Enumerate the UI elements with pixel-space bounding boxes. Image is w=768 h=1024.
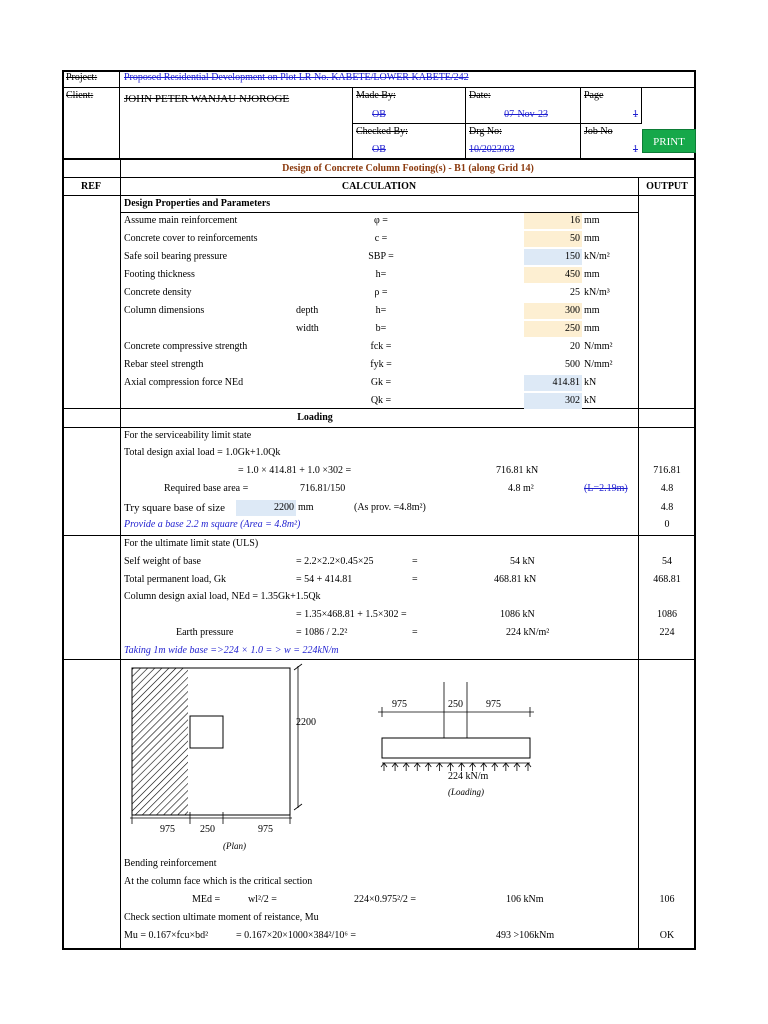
- sls-line2-result: 716.81 kN: [496, 465, 539, 476]
- moment-calc: 224×0.975²/2 =: [354, 894, 417, 905]
- checked-by-value: OB: [372, 144, 386, 155]
- param-unit: kN: [584, 395, 597, 406]
- uls-r6: Taking 1m wide base =>224 × 1.0 = > w = 224kN/m: [124, 645, 339, 656]
- uls-r2-result: 468.81 kN: [494, 574, 537, 585]
- header-col: [352, 87, 353, 158]
- uls-r5-result: 224 kN/m²: [506, 627, 550, 638]
- page-value: 1: [633, 109, 638, 120]
- param-symbol: Gk =: [370, 377, 392, 388]
- param-label: Column dimensions: [124, 305, 205, 316]
- header-col: [119, 70, 120, 158]
- load-dim-975-left: 975: [392, 699, 407, 710]
- sls-line3-label: Required base area =: [164, 483, 249, 494]
- plan-dim-2200: 2200: [296, 717, 316, 728]
- section-design-properties: Design Properties and Parameters: [124, 198, 271, 209]
- sls-line2: = 1.0 × 414.81 + 1.0 ×302 =: [238, 465, 352, 476]
- section-loading: Loading: [297, 412, 333, 423]
- param-label: Rebar steel strength: [124, 359, 204, 370]
- param-value-input[interactable]: 50: [524, 231, 582, 247]
- print-button[interactable]: PRINT: [642, 129, 696, 153]
- param-sub-label: width: [296, 323, 319, 334]
- uls-r3-label: Column design axial load, NEd = 1.35Gk+1.5Qk: [124, 591, 321, 602]
- header-col: [465, 87, 466, 158]
- param-symbol: h=: [375, 305, 387, 316]
- uls-r4-output: 1086: [657, 609, 677, 620]
- header-col: [641, 87, 642, 123]
- load-caption: (Loading): [448, 787, 484, 797]
- row-line: [62, 195, 696, 196]
- param-value-input[interactable]: 150: [524, 249, 582, 265]
- footing-section: [382, 738, 530, 758]
- sls-line3-result: 4.8 m²: [508, 483, 534, 494]
- load-dim-975-right: 975: [486, 699, 501, 710]
- param-label: Assume main reinforcement: [124, 215, 238, 226]
- param-value-input[interactable]: 450: [524, 267, 582, 283]
- moment-label: MEd =: [192, 894, 221, 905]
- sls-line4-note: (As prov. =4.8m²): [354, 502, 426, 513]
- param-symbol: φ =: [374, 215, 388, 226]
- param-label: Concrete density: [124, 287, 192, 298]
- row-line: [62, 408, 696, 409]
- row-line: [62, 535, 696, 536]
- base-size-input[interactable]: 2200: [236, 500, 296, 516]
- moment-expr: wl²/2 =: [248, 894, 277, 905]
- uls-r1-expr: = 2.2×2.2×0.45×25: [296, 556, 374, 567]
- row-line: [62, 427, 696, 428]
- param-value-input: 25: [570, 287, 580, 298]
- sls-line5-output: 0: [664, 519, 670, 530]
- sheet-title: Design of Concrete Column Footing(s) - B1 (along Grid 14): [282, 163, 534, 174]
- project-value: Proposed Residential Development on Plot LR No. KABETE/LOWER KABETE/242: [124, 72, 469, 83]
- param-symbol: c =: [374, 233, 388, 244]
- checked-by-label: Checked By:: [356, 126, 408, 137]
- param-value-input[interactable]: 414.81: [524, 375, 582, 391]
- uls-r1-label: Self weight of base: [124, 556, 201, 567]
- param-symbol: ρ =: [374, 287, 388, 298]
- param-symbol: h=: [375, 269, 387, 280]
- sls-line1: Total design axial load = 1.0Gk+1.0Qk: [124, 447, 281, 458]
- bending-line1: At the column face which is the critical section: [124, 876, 313, 887]
- param-unit: mm: [584, 323, 600, 334]
- uls-r1-output: 54: [662, 556, 672, 567]
- header-col: [580, 87, 581, 158]
- job-label: Job No: [584, 126, 613, 137]
- sls-line5: Provide a base 2.2 m square (Area = 4.8m²): [124, 519, 301, 530]
- uls-r2-output: 468.81: [653, 574, 681, 585]
- load-dim-250: 250: [448, 699, 463, 710]
- uls-r2-label: Total permanent load, Gk: [124, 574, 227, 585]
- uls-r5-eq: =: [412, 627, 418, 638]
- uls-r5-expr: = 1086 / 2.2²: [296, 627, 348, 638]
- job-value: 1: [633, 144, 638, 155]
- mu-output: OK: [659, 930, 675, 941]
- row-line: [62, 177, 696, 178]
- sls-heading: For the serviceability limit state: [124, 430, 252, 441]
- col-output: OUTPUT: [646, 181, 688, 192]
- drg-value: 10/2023/03: [469, 144, 515, 155]
- plan-caption: (Plan): [223, 841, 246, 851]
- param-symbol: fyk =: [370, 359, 392, 370]
- uls-heading: For the ultimate limit state (ULS): [124, 538, 259, 549]
- param-value-input[interactable]: 300: [524, 303, 582, 319]
- param-value-input[interactable]: 250: [524, 321, 582, 337]
- plan-dim-250: 250: [200, 824, 215, 835]
- plan-view: [130, 664, 302, 824]
- param-value-input: 20: [570, 341, 580, 352]
- uls-r4-expr: = 1.35×468.81 + 1.5×302 =: [296, 609, 407, 620]
- param-unit: kN: [584, 377, 597, 388]
- param-value-input: 500: [565, 359, 580, 370]
- made-by-label: Made By:: [356, 90, 396, 101]
- client-label: Client:: [66, 90, 94, 101]
- param-symbol: SBP =: [368, 251, 394, 262]
- col-ref: REF: [81, 181, 101, 192]
- col-calculation: CALCULATION: [341, 181, 417, 192]
- param-sub-label: depth: [296, 305, 319, 316]
- param-label: Concrete compressive strength: [124, 341, 248, 352]
- date-label: Date:: [469, 90, 491, 101]
- column-outline: [190, 716, 223, 748]
- param-unit: kN/m²: [584, 251, 610, 262]
- param-label: Axial compression force NEd: [124, 377, 244, 388]
- param-unit: mm: [584, 269, 600, 280]
- param-unit: mm: [584, 233, 600, 244]
- page-label: Page: [584, 90, 604, 101]
- uls-r2-expr: = 54 + 414.81: [296, 574, 353, 585]
- plan-dim-975-left: 975: [160, 824, 175, 835]
- sls-line3-output: 4.8: [660, 483, 674, 494]
- mu-expr: = 0.167×20×1000×384²/10⁶ =: [236, 930, 356, 941]
- header-divider: [352, 123, 642, 124]
- param-symbol: Qk =: [370, 395, 392, 406]
- plan-dim-975-right: 975: [258, 824, 273, 835]
- param-value-input[interactable]: 302: [524, 393, 582, 409]
- check-line: Check section ultimate moment of reistance, Mu: [124, 912, 319, 923]
- loading-view: [378, 682, 534, 771]
- param-unit: N/mm²: [584, 359, 613, 370]
- moment-result: 106 kNm: [506, 894, 544, 905]
- sls-line3-expr: 716.81/150: [300, 483, 346, 494]
- param-symbol: b=: [375, 323, 387, 334]
- param-unit: mm: [584, 215, 600, 226]
- footing-diagrams: [120, 660, 638, 860]
- bending-heading: Bending reinforcement: [124, 858, 217, 869]
- sls-line4-label: Try square base of size: [124, 502, 226, 514]
- param-unit: mm: [584, 305, 600, 316]
- param-symbol: fck =: [370, 341, 392, 352]
- drg-label: Drg No:: [469, 126, 502, 137]
- uls-r4-result: 1086 kN: [500, 609, 535, 620]
- sls-line4-output: 4.8: [660, 502, 674, 513]
- uls-r5-output: 224: [659, 627, 675, 638]
- mu-label: Mu = 0.167×fcu×bd²: [124, 930, 209, 941]
- mu-result: 493 >106kNm: [496, 930, 555, 941]
- param-unit: N/mm²: [584, 341, 613, 352]
- uls-r1-eq: =: [412, 556, 418, 567]
- date-value: 07-Nov-23: [504, 109, 548, 120]
- uls-r2-eq: =: [412, 574, 418, 585]
- client-value: JOHN PETER WANJAU NJOROGE: [124, 93, 290, 105]
- sls-line2-output: 716.81: [653, 465, 681, 476]
- param-unit: kN/m³: [584, 287, 610, 298]
- project-label: Project:: [66, 72, 98, 83]
- uls-r1-result: 54 kN: [510, 556, 535, 567]
- moment-output: 106: [659, 894, 675, 905]
- header-bottom: [62, 158, 696, 160]
- header-divider: [62, 87, 696, 88]
- param-label: Footing thickness: [124, 269, 195, 280]
- param-value-input[interactable]: 16: [524, 213, 582, 229]
- hatched-strip: [132, 668, 188, 815]
- sls-line4-unit: mm: [298, 502, 314, 513]
- param-label: Concrete cover to reinforcements: [124, 233, 258, 244]
- param-label: Safe soil bearing pressure: [124, 251, 228, 262]
- load-value: 224 kN/m: [448, 771, 489, 782]
- sls-line3-note: (L=2.19m): [584, 483, 628, 494]
- uls-r5-label: Earth pressure: [176, 627, 234, 638]
- made-by-value: OB: [372, 109, 386, 120]
